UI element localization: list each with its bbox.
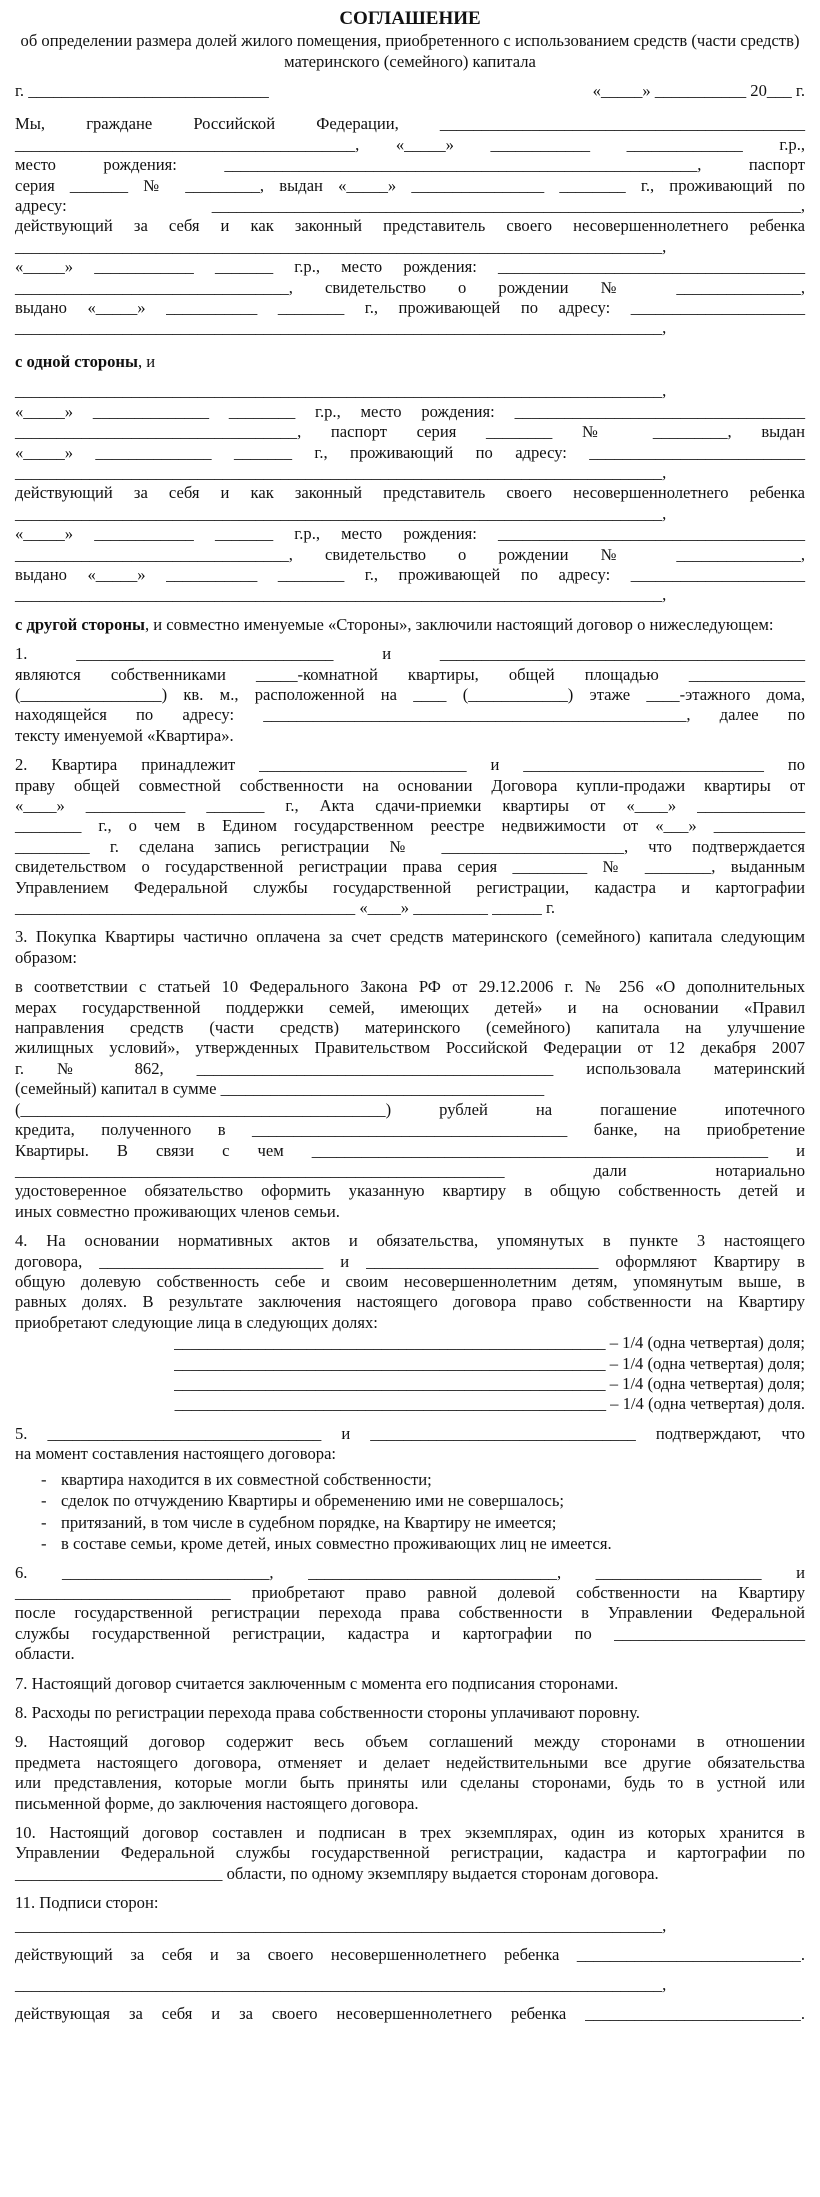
- signature-line: действующий за себя и за своего несовершеннолетнего ребенка ___________________________.: [15, 1945, 805, 1965]
- party-one-line: ______________________________________________________________________________,: [15, 318, 667, 338]
- party-two-line: «_____» ____________ _______ г.р., место рождения: _____________________________________: [15, 524, 805, 544]
- party-one-line: действующий за себя и как законный представитель своего несовершеннолетнего ребенка: [15, 216, 805, 236]
- party-two-line: действующий за себя и как законный представитель своего несовершеннолетнего ребенка: [15, 483, 805, 503]
- party-one-line: серия _______ № _________, выдан «_____» ________________ ________ г., проживающий по: [15, 175, 805, 195]
- clause-9-line: 9. Настоящий договор содержит весь объем соглашений между сторонами в отношении: [15, 1732, 805, 1752]
- share-line: ____________________________________________________ – 1/4 (одна четвертая) доля;: [174, 1333, 805, 1353]
- list-item: - сделок по отчуждению Квартиры и обременению ими не совершалось;: [15, 1490, 805, 1512]
- clause-1-line: (_________________) кв. м., расположенной на ____ (____________) этаже ____-этажного дома,: [15, 684, 805, 704]
- document-subtitle: об определении размера долей жилого помещения, приобретенного с использованием средств (части средств) материнского (семейного) капитала: [20, 31, 800, 71]
- clause-3-line: жилищных условий», утвержденных Правительством Российской Федерации от 12 декабря 2007: [15, 1038, 805, 1058]
- party-two-line: _________________________________, свидетельство о рождении № _______________,: [15, 544, 805, 564]
- clause-6-line: после государственной регистрации перехода права собственности в Управлении Федеральной: [15, 1603, 805, 1623]
- clause-8: 8. Расходы по регистрации перехода права собственности стороны уплачивают поровну.: [15, 1703, 640, 1723]
- party-one-line: _________________________________, свидетельство о рождении № _______________,: [15, 277, 805, 297]
- clause-3-line: (семейный) капитал в сумме _______________________________________: [15, 1079, 545, 1099]
- clause-3-line: иных совместно проживающих членов семьи.: [15, 1201, 340, 1221]
- clause-3-body: [15, 977, 805, 1222]
- clause-1-line: 1. _______________________________ и ____________________________________________: [15, 644, 805, 664]
- party-one-block: [15, 114, 805, 338]
- clause-3-intro: 3. Покупка Квартиры частично оплачена за счет средств материнского (семейного) капитала следующим образом:: [15, 927, 805, 967]
- clause-4-line: приобретают следующие лица в следующих долях:: [15, 1312, 378, 1332]
- party-two-line: «_____» ______________ _______ г., проживающий по адресу: __________________________: [15, 442, 805, 462]
- clause-4-line: общую долевую собственность себе и своим несовершеннолетним детям, упомянутым выше, в: [15, 1271, 805, 1291]
- clause-2-line: _________ г. сделана запись регистрации № ______________________, что подтверждается: [15, 836, 805, 856]
- clause-9-line: предмета настоящего договора, отменяет и делает недействительными все другие обязательства: [15, 1752, 805, 1772]
- clause-6-line: __________________________ приобретают право равной долевой собственности на Квартиру: [15, 1583, 805, 1602]
- clause-1: [15, 644, 805, 746]
- clause-6-line: службы государственной регистрации, кадастра и картографии по _______________________: [15, 1623, 805, 1643]
- place-field: г. _____________________________: [15, 81, 269, 100]
- clause-6-line: 6. _________________________, ______________________________, ____________________ и: [15, 1562, 805, 1582]
- clause-11-signatures: [15, 1893, 805, 2024]
- party-two-block: [15, 381, 805, 605]
- side-one-rest: , и: [137, 351, 156, 371]
- party-one-line: Мы, граждане Российской Федерации, ____________________________________________: [15, 114, 805, 134]
- clause-10-line: 10. Настоящий договор составлен и подписан в трех экземплярах, один из которых хранится в: [15, 1823, 805, 1843]
- share-line: ____________________________________________________ – 1/4 (одна четвертая) доля;: [174, 1353, 805, 1373]
- clause-5-line: на момент составления настоящего договора:: [15, 1444, 337, 1464]
- clause-2-line: _________________________________________ «____» _________ ______ г.: [15, 898, 556, 918]
- agreement-document: [15, 0, 805, 2024]
- clause-4: [15, 1231, 805, 1415]
- share-line: ____________________________________________________ – 1/4 (одна четвертая) доля;: [174, 1373, 805, 1393]
- clause-3-line: ___________________________________________________________ дали нотариально: [15, 1160, 805, 1180]
- signature-line: действующая за себя и за своего несовершеннолетнего ребенка __________________________.: [15, 2003, 805, 2023]
- clause-10-line: Управлении Федеральной службы государственной регистрации, кадастра и картографии по: [15, 1843, 805, 1863]
- clause-5: [15, 1424, 805, 1555]
- place-date-line: [15, 81, 805, 101]
- party-two-line: ______________________________________________________________________________,: [15, 503, 667, 523]
- clause-1-line: находящейся по адресу: ___________________________________________________, далее по: [15, 705, 805, 725]
- party-one-line: ______________________________________________________________________________,: [15, 236, 667, 256]
- party-one-line: _________________________________________, «_____» ____________ ______________ г.р.,: [15, 134, 805, 154]
- clause-3-line: удостоверенное обязательство оформить указанную квартиру в общую собственность детей и: [15, 1181, 805, 1201]
- clause-5-line: 5. _________________________________ и ________________________________ подтверждают, что: [15, 1423, 805, 1443]
- clause-5-list: [15, 1469, 805, 1555]
- party-one-line: «_____» ____________ _______ г.р., место рождения: _____________________________________: [15, 257, 805, 277]
- clause-10: [15, 1823, 805, 1884]
- side-one-line: [15, 352, 805, 372]
- side-two-line: [15, 615, 805, 635]
- clause-3-line: мерах государственной поддержки семей, имеющих детей» и на основании «Правил: [15, 997, 805, 1017]
- clause-3-line: в соответствии с статьей 10 Федерального Закона РФ от 29.12.2006 г. № 256 «О дополнительных: [15, 977, 805, 997]
- document-title: СОГЛАШЕНИЕ: [339, 8, 481, 29]
- party-two-line: выдано «_____» ___________ ________ г., проживающей по адресу: _____________________: [15, 564, 805, 584]
- side-two-rest: , и совместно именуемые «Стороны», заключили настоящий договор о нижеследующем:: [144, 614, 774, 634]
- clause-4-line: 4. На основании нормативных актов и обязательства, упомянутых в пункте 3 настоящего: [15, 1231, 805, 1251]
- clause-1-line: тексту именуемой «Квартира».: [15, 725, 234, 745]
- clause-10-line: _________________________ области, по одному экземпляру выдается сторонам договора.: [15, 1863, 659, 1883]
- clause-2-line: свидетельством о государственной регистрации права серия _________ № ________, выданным: [15, 857, 805, 877]
- side-two-bold: с другой стороны: [15, 614, 145, 634]
- clause-6: [15, 1563, 805, 1665]
- clause-3-line: г. № 862, ___________________________________________ использовала материнский: [15, 1058, 805, 1078]
- clause-4-line: равных долях. В результате заключения настоящего договора право собственности на Квартиру: [15, 1292, 805, 1312]
- party-two-line: ______________________________________________________________________________,: [15, 585, 667, 605]
- signatures-title: 11. Подписи сторон:: [15, 1893, 159, 1913]
- party-two-line: ______________________________________________________________________________,: [15, 462, 667, 482]
- clause-9-line: или представления, которые могли быть приняты или сделаны сторонами, будь то в устной или: [15, 1773, 805, 1793]
- share-line: ____________________________________________________ – 1/4 (одна четвертая) доля.: [174, 1394, 805, 1414]
- clause-9: [15, 1732, 805, 1814]
- clause-3-line: Квартиры. В связи с чем _______________________________________________________ и: [15, 1140, 805, 1160]
- signature-line: ______________________________________________________________________________,: [15, 1974, 667, 1994]
- clause-2-line: Управлением Федеральной службы государственной регистрации, кадастра и картографии: [15, 877, 805, 897]
- clause-3-line: кредита, полученного в ______________________________________ банке, на приобретение: [15, 1120, 805, 1140]
- list-item: - квартира находится в их совместной собственности;: [15, 1469, 805, 1491]
- party-two-line: __________________________________, паспорт серия ________ № _________, выдан: [15, 422, 805, 442]
- clause-9-line: письменной форме, до заключения настоящего договора.: [15, 1793, 419, 1813]
- signature-line: ______________________________________________________________________________,: [15, 1915, 667, 1935]
- party-one-line: место рождения: _________________________________________________________, паспорт: [15, 155, 805, 175]
- party-two-line: «_____» ______________ ________ г.р., место рождения: ___________________________________: [15, 401, 805, 421]
- clause-2-line: 2. Квартира принадлежит _________________________ и _____________________________ по: [15, 755, 805, 775]
- side-one-bold: с одной стороны: [15, 351, 138, 371]
- clause-3-line: (____________________________________________) рублей на погашение ипотечного: [15, 1099, 805, 1119]
- clause-2: [15, 755, 805, 918]
- clause-2-line: «____» ____________ _______ г., Акта сдачи-приемки квартиры от «____» _____________: [15, 796, 805, 815]
- clause-7: 7. Настоящий договор считается заключенным с момента его подписания сторонами.: [15, 1673, 619, 1693]
- clause-3-line: направления средств (части средств) материнского (семейного) капитала на улучшение: [15, 1018, 805, 1038]
- clause-2-line: ________ г., о чем в Едином государственном реестре недвижимости от «___» ___________: [15, 816, 805, 836]
- clause-6-line: области.: [15, 1644, 75, 1664]
- clause-4-line: договора, ___________________________ и ____________________________ оформляют Квартиру в: [15, 1251, 805, 1271]
- party-one-line: выдано «_____» ___________ ________ г., проживающей по адресу: _____________________: [15, 298, 805, 318]
- party-two-line: ______________________________________________________________________________,: [15, 381, 667, 401]
- list-item: - в составе семьи, кроме детей, иных совместно проживающих лиц не имеется.: [15, 1533, 805, 1555]
- date-field: «_____» ___________ 20___ г.: [592, 81, 805, 100]
- clause-1-line: являются собственниками _____-комнатной квартиры, общей площадью ______________: [15, 664, 805, 684]
- list-item: - притязаний, в том числе в судебном порядке, на Квартиру не имеется;: [15, 1512, 805, 1534]
- clause-2-line: праву общей совместной собственности на основании Договора купли-продажи квартиры от: [15, 775, 805, 795]
- party-one-line: адресу: _______________________________________________________________________,: [15, 196, 805, 216]
